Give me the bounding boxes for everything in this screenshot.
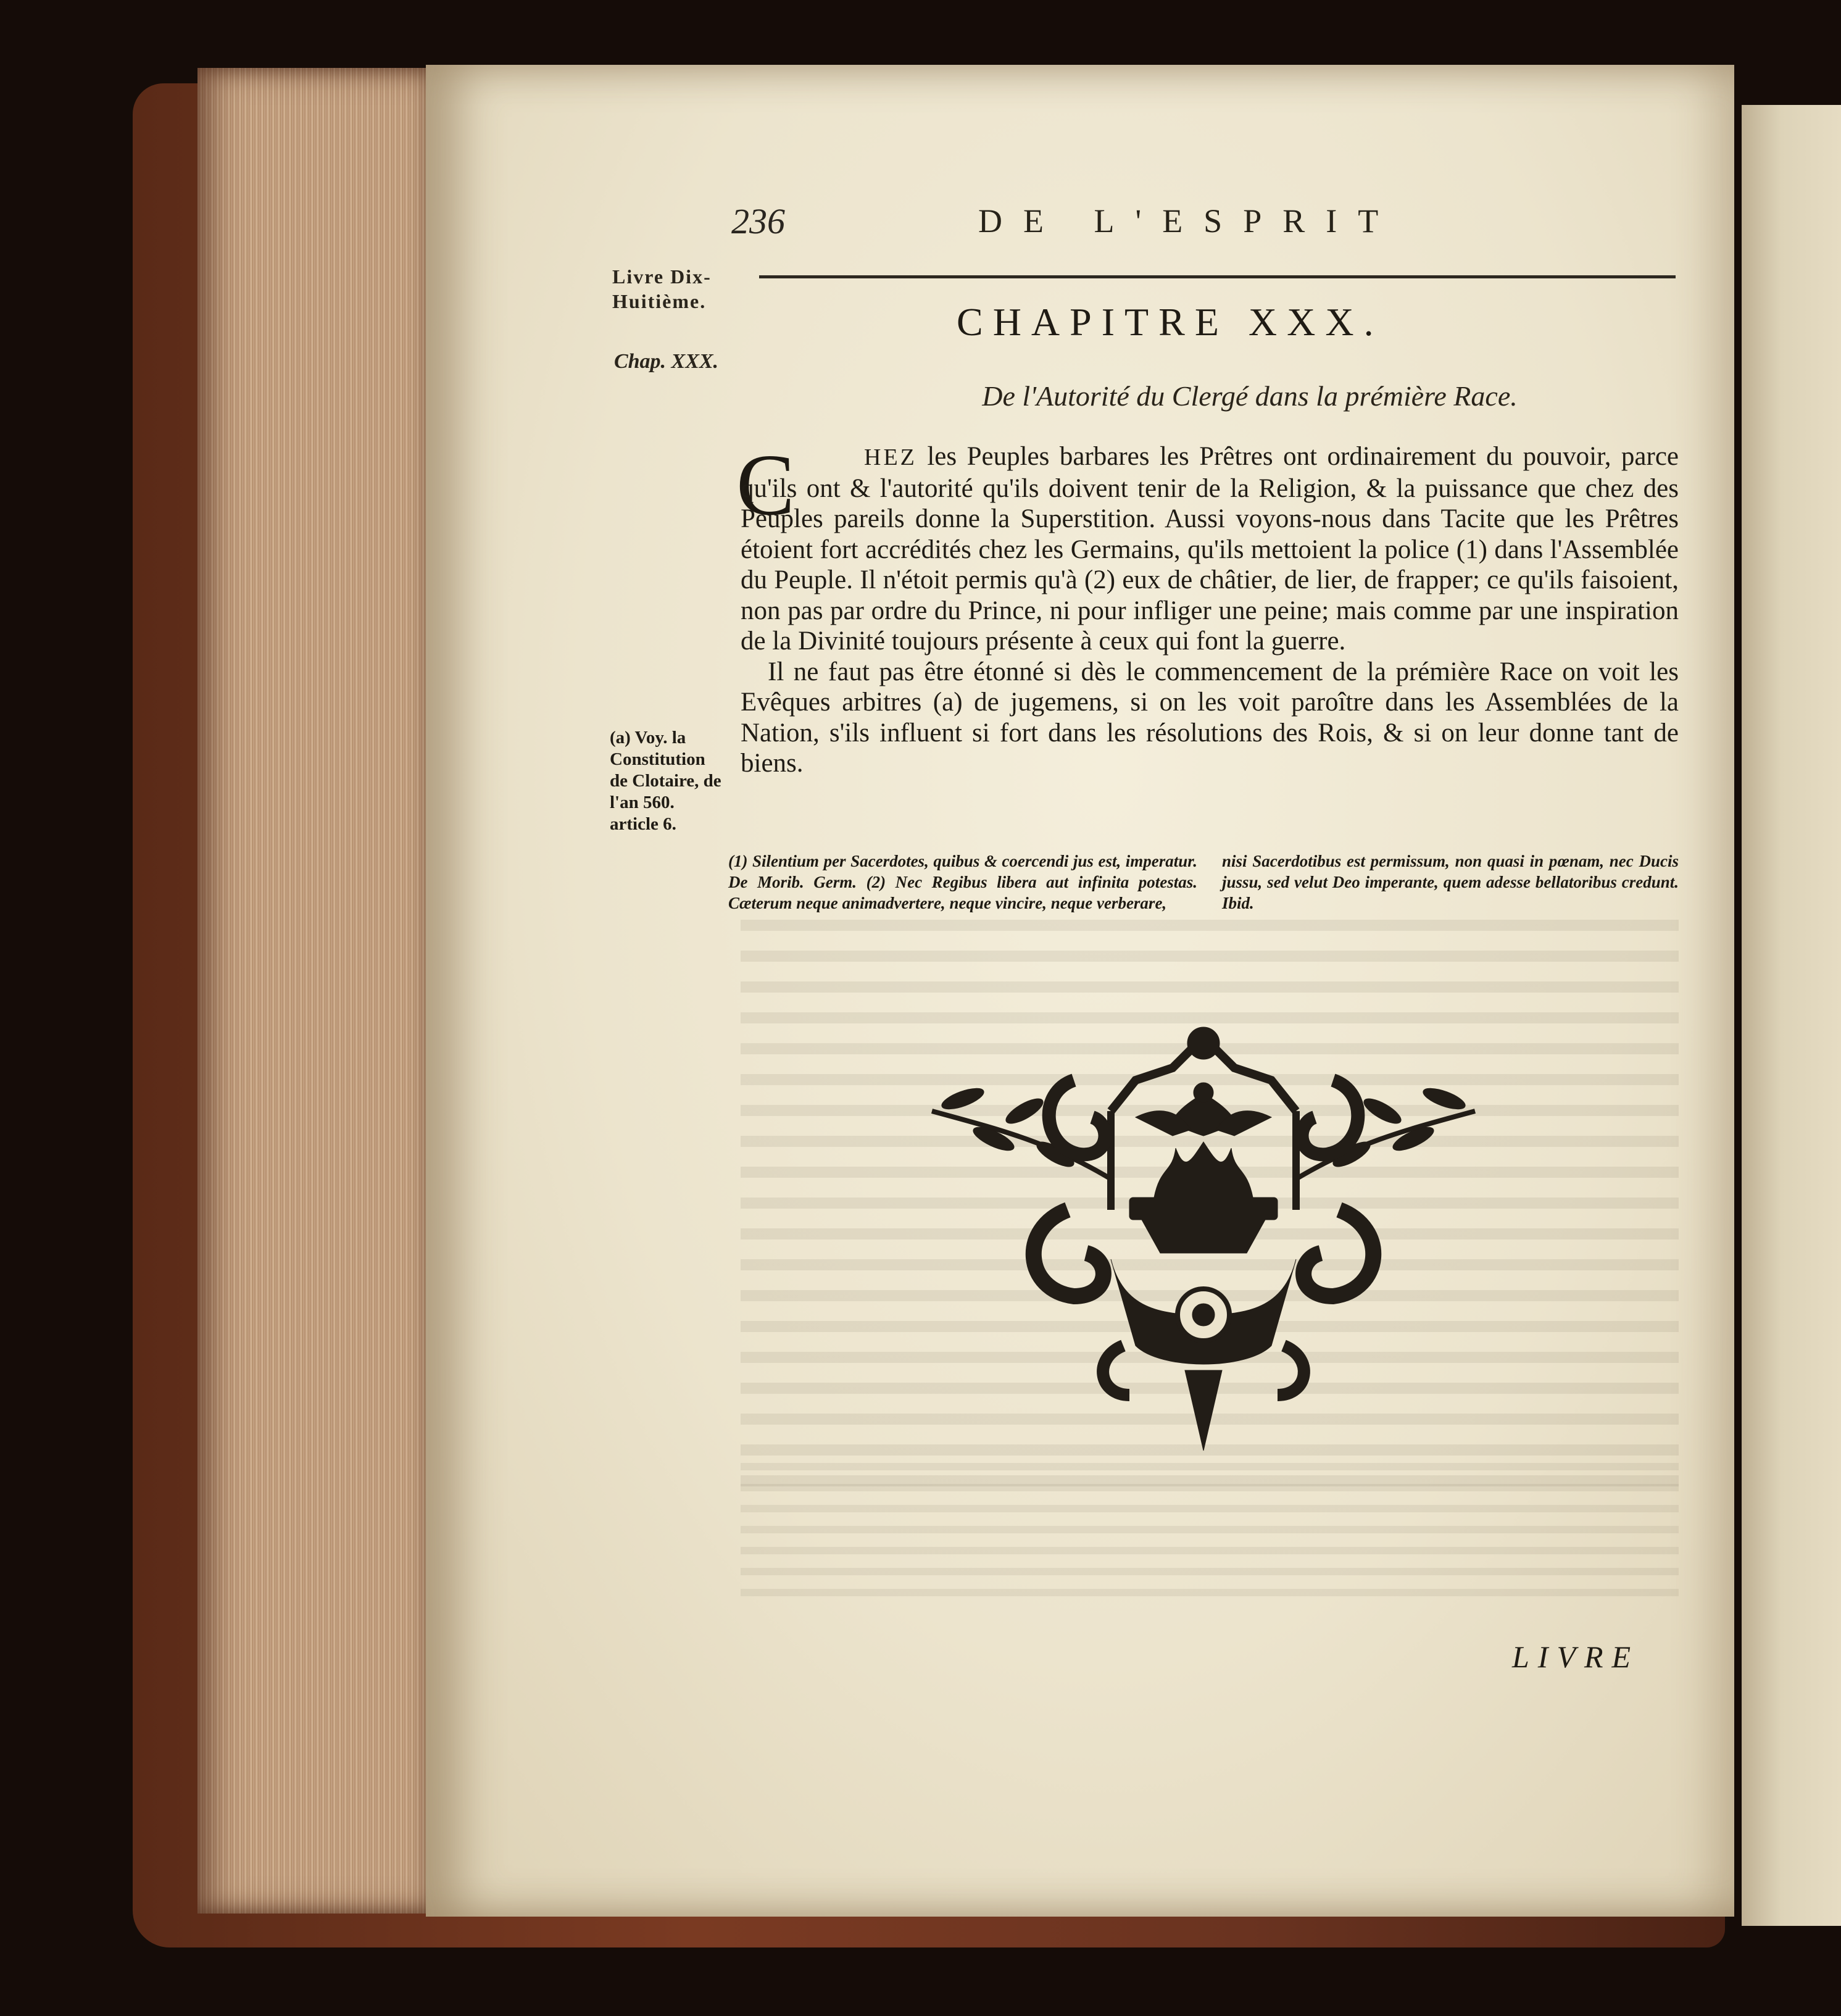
page-edges [197,68,435,1914]
margin-book-label: Livre Dix-Huitième. [612,265,712,312]
printers-ornament [926,1025,1481,1457]
opening-small-caps: HEZ [864,444,917,470]
chapter-body [741,441,1679,779]
catchword: LIVRE [1512,1639,1640,1674]
chapter-title: CHAPITRE XXX. [957,300,1384,344]
footnotes-left-column: (1) Silentium per Sacerdotes, quibus & coercendi jus est, imperatur. De Morib. Germ. (2) Nec Regibus libera aut infinita potestas. Cæterum neque animadvertere, neque vincire, neque verberare, [728,852,1197,912]
margin-note-a: (a) Voy. la Constitution de Clotaire, de l'an 560. article 6. [610,728,721,834]
margin-chapter-label: Chap. XXX. [613,350,719,373]
running-title: DE L'ESPRIT [978,202,1400,240]
running-head [731,201,1657,244]
page-number: 236 [731,201,785,241]
show-through-texture-footnotes [741,1463,1679,1605]
facing-page-edge [1742,105,1841,1926]
paragraph-1: les Peuples barbares les Prêtres ont ordinairement du pouvoir, parce qu'ils ont & l'autorité qu'ils doivent tenir de la Religion, & la puissance que chez des Peuples pareils donne la Superstition. Aussi voyons-nous dans Tacite que les Prêtres étoient fort accrédités chez les Germains, qu'ils mettoient la police (1) dans l'Assemblée du Peuple. Il n'étoit permis qu'à (2) eux de châtier, de lier, de frapper; ce qu'ils faisoient, non pas par ordre du Prince, ni pour infliger une peine; mais comme par une inspiration de la Divinité toujours présente à ceux qui font la guerre. [741,442,1679,656]
drop-cap: C [736,436,795,533]
footnotes-right-column: nisi Sacerdotibus est permissum, non quasi in pœnam, nec Ducis jussu, sed velut Deo imperante, quem adesse bellatoribus credunt. Ibid. [1222,852,1679,912]
chapter-subtitle: De l'Autorité du Clergé dans la prémière Race. [982,380,1518,412]
paragraph-2: Il ne faut pas être étonné si dès le commencement de la prémière Race on voit les Evêques arbitres (a) de jugemens, si on les voit paroître dans les Assemblées de la Nation, s'ils influent si fort dans les résolutions des Rois, & si on leur donne tant de biens. [741,657,1679,778]
header-rule [759,275,1676,278]
